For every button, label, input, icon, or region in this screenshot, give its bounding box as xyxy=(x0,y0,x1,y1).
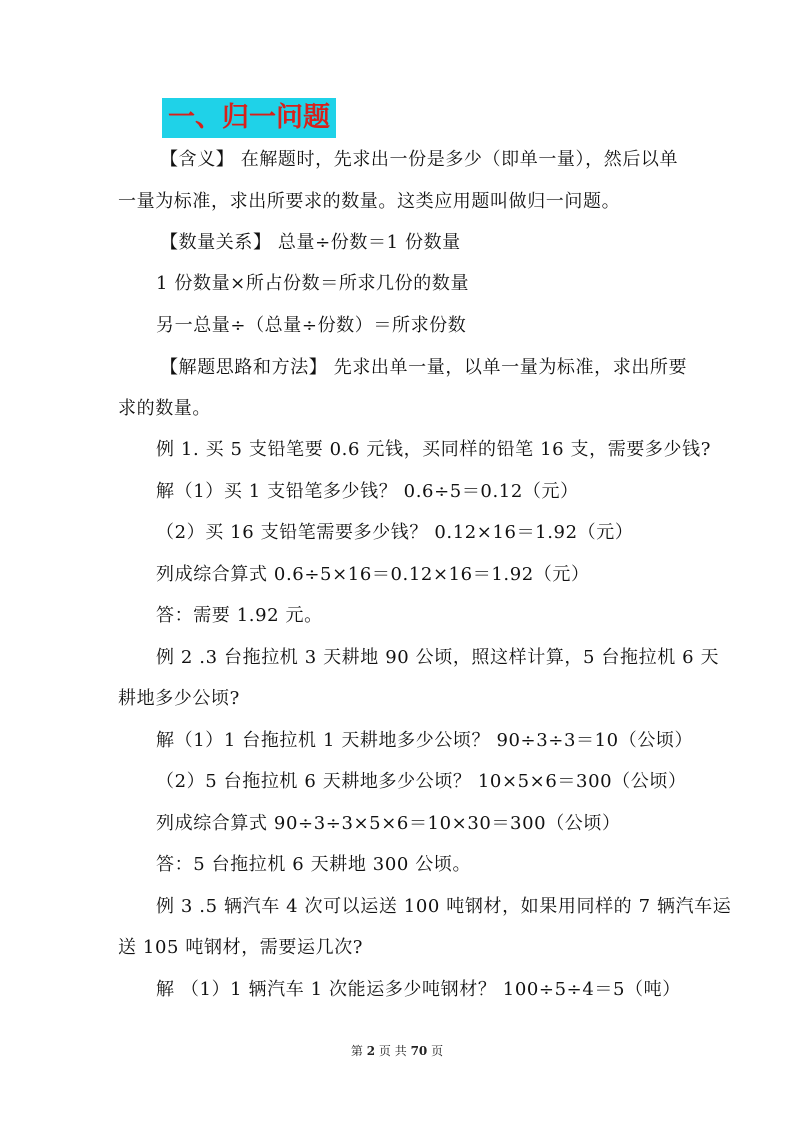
text-line: 例 1. 买 5 支铅笔要 0.6 元钱，买同样的铅笔 16 支，需要多少钱? xyxy=(156,439,711,460)
text-line: 【解题思路和方法】 先求出单一量，以单一量为标准，求出所要 xyxy=(160,357,688,378)
text-line: 解 （1）1 辆汽车 1 次能运多少吨钢材？ 100÷5÷4＝5（吨） xyxy=(156,979,681,1000)
text-line: 送 105 吨钢材，需要运几次? xyxy=(118,937,364,958)
total-page-count: 70 xyxy=(410,1044,428,1058)
text-line: 耕地多少公顷? xyxy=(118,688,240,709)
section-heading: 一、归一问题 xyxy=(162,98,336,138)
text-line: （2）买 16 支铅笔需要多少钱？ 0.12×16＝1.92（元） xyxy=(156,522,634,543)
text-line: 解（1）买 1 支铅笔多少钱？ 0.6÷5＝0.12（元） xyxy=(156,481,579,502)
footer-prefix: 第 xyxy=(350,1044,363,1058)
text-line: 1 份数量×所占份数＝所求几份的数量 xyxy=(156,273,470,294)
text-line: 一量为标准，求出所要求的数量。这类应用题叫做归一问题。 xyxy=(118,191,621,212)
text-line: 求的数量。 xyxy=(118,398,211,419)
footer-suffix: 页 xyxy=(431,1044,444,1058)
text-line: 例 3 .5 辆汽车 4 次可以运送 100 吨钢材，如果用同样的 7 辆汽车运 xyxy=(156,896,732,917)
text-line: （2）5 台拖拉机 6 天耕地多少公顷？ 10×5×6＝300（公顷） xyxy=(156,771,687,792)
text-line: 【含义】 在解题时，先求出一份是多少（即单一量），然后以单 xyxy=(160,149,679,170)
text-line: 答：5 台拖拉机 6 天耕地 300 公顷。 xyxy=(156,854,472,875)
text-line: 列成综合算式 90÷3÷3×5×6＝10×30＝300（公顷） xyxy=(156,813,621,834)
text-line: 解（1）1 台拖拉机 1 天耕地多少公顷？ 90÷3÷3＝10（公顷） xyxy=(156,730,694,751)
page-footer xyxy=(0,1042,794,1059)
text-line: 【数量关系】 总量÷份数＝1 份数量 xyxy=(160,232,461,253)
text-line: 列成综合算式 0.6÷5×16＝0.12×16＝1.92（元） xyxy=(156,564,590,585)
text-line: 例 2 .3 台拖拉机 3 天耕地 90 公顷，照这样计算，5 台拖拉机 6 天 xyxy=(156,647,720,668)
text-line: 另一总量÷（总量÷份数）＝所求份数 xyxy=(156,315,467,336)
text-line: 答：需要 1.92 元。 xyxy=(156,605,323,626)
footer-middle: 页 共 xyxy=(378,1044,407,1058)
current-page-number: 2 xyxy=(366,1044,376,1058)
